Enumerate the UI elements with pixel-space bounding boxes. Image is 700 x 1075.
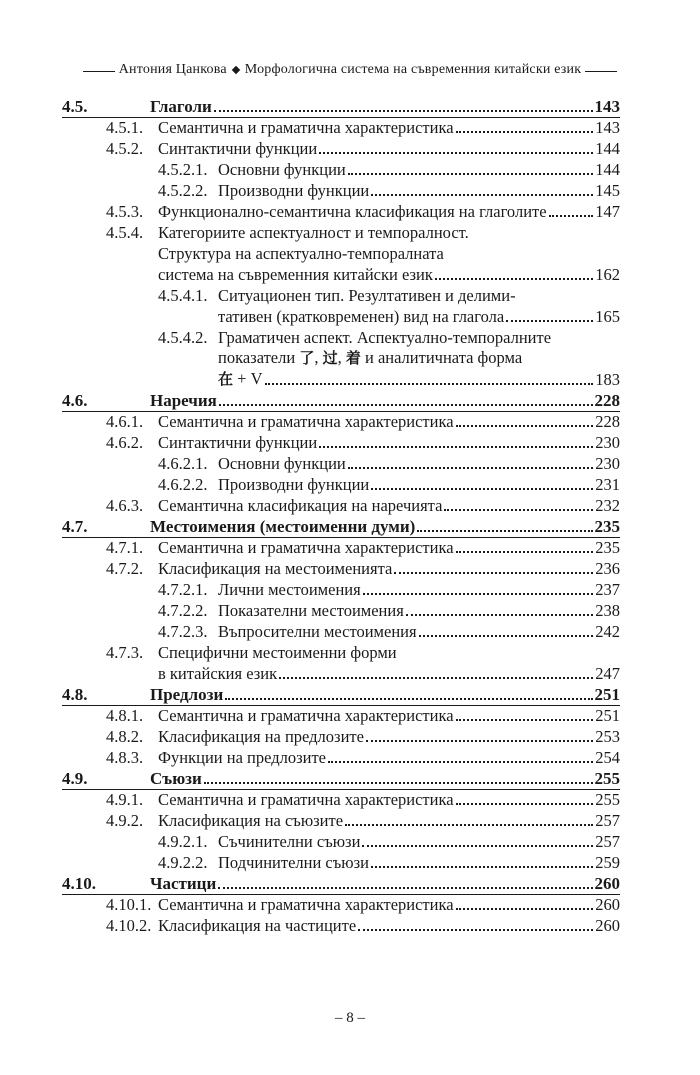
dot-leader xyxy=(363,593,594,595)
toc-title: Класификация на предлозите xyxy=(158,727,364,746)
dot-leader xyxy=(435,278,593,280)
toc-title-line-1: Ситуационен тип. Резултативен и делими- xyxy=(218,286,516,305)
toc-entry-4-7-2-2[interactable] xyxy=(62,600,620,621)
toc-entry-4-8-2[interactable] xyxy=(62,726,620,747)
toc-title: Синтактични функции xyxy=(158,139,318,158)
toc-page: 238 xyxy=(595,601,620,620)
toc-page: 255 xyxy=(594,769,620,788)
toc-number: 4.10.2. xyxy=(106,916,152,935)
toc-page: 231 xyxy=(595,475,620,494)
diamond-icon xyxy=(232,66,240,74)
toc-page: 230 xyxy=(595,454,620,473)
toc-title: Подчинителни съюзи xyxy=(218,853,369,872)
toc-title-line-1: Специфични местоименни форми xyxy=(158,643,397,662)
toc-page: 257 xyxy=(595,811,620,830)
toc-title: Основни функции xyxy=(218,454,346,473)
dot-leader xyxy=(456,719,594,721)
toc-page: 143 xyxy=(594,97,620,116)
toc-entry-4-5-4-1[interactable] xyxy=(62,285,620,306)
toc-number: 4.9.2.2. xyxy=(158,853,208,872)
toc-title-line-2: Структура на аспектуално-темпоралната xyxy=(158,244,444,263)
dot-leader xyxy=(328,761,593,763)
toc-number: 4.10. xyxy=(62,874,96,893)
toc-entry-4-6-3[interactable] xyxy=(62,495,620,516)
dot-leader xyxy=(345,824,593,826)
toc-number: 4.7.3. xyxy=(106,643,144,662)
header-dash-right xyxy=(585,71,617,72)
toc-number: 4.5.2. xyxy=(106,139,144,158)
toc-entry-4-5-2-1[interactable] xyxy=(62,159,620,180)
toc-title: Класификация на местоименията xyxy=(158,559,393,578)
toc-number: 4.5.4. xyxy=(106,223,144,242)
toc-number: 4.7.1. xyxy=(106,538,144,557)
toc-title: Класификация на частиците xyxy=(158,916,357,935)
toc-number: 4.5.3. xyxy=(106,202,144,221)
toc-entry-4-5[interactable] xyxy=(62,96,620,117)
toc-page: 144 xyxy=(595,139,620,158)
toc-entry-4-9-2[interactable] xyxy=(62,810,620,831)
toc-number: 4.7.2.2. xyxy=(158,601,208,620)
toc-entry-4-5-4-2-line-3[interactable] xyxy=(62,369,620,390)
dot-leader xyxy=(371,194,593,196)
toc-entry-4-7-3[interactable] xyxy=(62,642,620,663)
toc-number: 4.10.1. xyxy=(106,895,152,914)
dot-leader xyxy=(279,677,593,679)
toc-page: 237 xyxy=(595,580,620,599)
running-header xyxy=(0,62,700,78)
marker-zai: 在 xyxy=(218,370,234,388)
toc-entry-4-7-3-line-2[interactable] xyxy=(62,663,620,684)
dot-leader xyxy=(265,383,594,385)
toc-entry-4-5-1[interactable] xyxy=(62,117,620,138)
toc-title-prefix: показатели xyxy=(218,348,296,367)
toc-number: 4.6.2.1. xyxy=(158,454,208,473)
toc-page: 235 xyxy=(594,517,620,536)
toc-entry-4-10[interactable] xyxy=(62,873,620,894)
header-author: Антония Цанкова xyxy=(118,62,227,77)
toc-title-line-3: система на съвременния китайски език xyxy=(158,265,433,284)
toc-entry-4-6-2-1[interactable] xyxy=(62,453,620,474)
toc-page: 145 xyxy=(595,181,620,200)
toc-page: 247 xyxy=(595,664,620,683)
toc-entry-4-9[interactable] xyxy=(62,768,620,789)
toc-number: 4.5.1. xyxy=(106,118,144,137)
toc-entry-4-6[interactable] xyxy=(62,390,620,411)
toc-entry-4-8-1[interactable] xyxy=(62,705,620,726)
toc-number: 4.8.1. xyxy=(106,706,144,725)
toc-number: 4.6.2. xyxy=(106,433,144,452)
dot-leader xyxy=(218,887,592,889)
toc-title: Семантична и граматична характеристика xyxy=(158,895,454,914)
toc-page: 144 xyxy=(595,160,620,179)
toc-number: 4.9. xyxy=(62,769,88,788)
toc-number: 4.5.4.1. xyxy=(158,286,208,305)
toc-page: 236 xyxy=(595,559,620,578)
toc-number: 4.9.1. xyxy=(106,790,144,809)
toc-number: 4.6.2.2. xyxy=(158,475,208,494)
toc-title: Основни функции xyxy=(218,160,346,179)
toc-entry-4-5-2[interactable] xyxy=(62,138,620,159)
toc-page: 147 xyxy=(595,202,620,221)
toc-entry-4-7-2-1[interactable] xyxy=(62,579,620,600)
dot-leader xyxy=(394,572,593,574)
toc-title: Съюзи xyxy=(150,769,202,788)
toc-entry-4-6-1[interactable] xyxy=(62,411,620,432)
toc-title: Синтактични функции xyxy=(158,433,318,452)
toc-number: 4.6.3. xyxy=(106,496,144,515)
table-of-contents xyxy=(62,96,620,936)
dot-leader xyxy=(456,908,594,910)
toc-entry-4-7-1[interactable] xyxy=(62,537,620,558)
dot-leader xyxy=(319,446,593,448)
dot-leader xyxy=(348,173,593,175)
toc-number: 4.5. xyxy=(62,97,88,116)
dot-leader xyxy=(204,782,593,784)
toc-entry-4-8[interactable] xyxy=(62,684,620,705)
toc-title: Семантична и граматична характеристика xyxy=(158,790,454,809)
separator: , xyxy=(314,348,319,367)
toc-page: 255 xyxy=(595,790,620,809)
toc-entry-4-5-4[interactable] xyxy=(62,222,620,243)
dot-leader xyxy=(444,509,593,511)
toc-number: 4.7. xyxy=(62,517,88,536)
toc-title-line-1: Граматичен аспект. Аспектуално-темпоралните xyxy=(218,328,552,347)
toc-entry-4-9-1[interactable] xyxy=(62,789,620,810)
toc-entry-4-5-4-line-2 xyxy=(62,243,620,264)
toc-title: Предлози xyxy=(150,685,224,704)
toc-page: 235 xyxy=(595,538,620,557)
toc-title: Глаголи xyxy=(150,97,212,116)
toc-page: 165 xyxy=(595,307,620,326)
toc-page: 257 xyxy=(595,832,620,851)
toc-entry-4-5-4-2-line-2 xyxy=(62,348,620,369)
toc-entry-4-9-2-2[interactable] xyxy=(62,852,620,873)
toc-page: 253 xyxy=(595,727,620,746)
toc-title: Семантична и граматична характеристика xyxy=(158,538,454,557)
dot-leader xyxy=(406,614,593,616)
toc-page: 183 xyxy=(595,370,620,389)
marker-zhe: 着 xyxy=(345,349,361,367)
toc-entry-4-5-3[interactable] xyxy=(62,201,620,222)
toc-page: 251 xyxy=(594,685,620,704)
dot-leader xyxy=(362,845,593,847)
toc-page: 242 xyxy=(595,622,620,641)
toc-number: 4.8.3. xyxy=(106,748,144,767)
header-book-title: Морфологична система на съвременния китайски език xyxy=(244,62,582,77)
toc-page: 259 xyxy=(595,853,620,872)
toc-number: 4.5.2.2. xyxy=(158,181,208,200)
toc-entry-4-5-2-2[interactable] xyxy=(62,180,620,201)
toc-title: Производни функции xyxy=(218,475,370,494)
header-dash-left xyxy=(83,71,115,72)
dot-leader xyxy=(225,698,592,700)
dot-leader xyxy=(214,110,593,112)
toc-title: Съчинителни съюзи xyxy=(218,832,361,851)
dot-leader xyxy=(456,131,594,133)
toc-title: Семантична класификация на наречията xyxy=(158,496,443,515)
toc-entry-4-5-4-2[interactable] xyxy=(62,327,620,348)
toc-number: 4.9.2. xyxy=(106,811,144,830)
toc-number: 4.9.2.1. xyxy=(158,832,208,851)
toc-page: 162 xyxy=(595,265,620,284)
toc-page: 230 xyxy=(595,433,620,452)
dot-leader xyxy=(219,404,593,406)
toc-number: 4.6. xyxy=(62,391,88,410)
marker-le: 了 xyxy=(299,349,315,367)
toc-number: 4.8. xyxy=(62,685,88,704)
toc-page: 228 xyxy=(594,391,620,410)
toc-title: Местоимения (местоименни думи) xyxy=(150,517,416,536)
dot-leader xyxy=(549,215,594,217)
toc-page: 251 xyxy=(595,706,620,725)
toc-title: Частици xyxy=(150,874,217,893)
dot-leader xyxy=(456,803,594,805)
dot-leader xyxy=(417,530,592,532)
toc-entry-4-6-2[interactable] xyxy=(62,432,620,453)
toc-page: 260 xyxy=(595,916,620,935)
toc-entry-4-10-1[interactable] xyxy=(62,894,620,915)
toc-title-line-2 xyxy=(218,347,522,369)
toc-page: 254 xyxy=(595,748,620,767)
toc-page: 260 xyxy=(595,895,620,914)
toc-page: 143 xyxy=(595,118,620,137)
toc-entry-4-7-2[interactable] xyxy=(62,558,620,579)
toc-title-line-2: в китайския език xyxy=(158,664,278,683)
toc-number: 4.6.1. xyxy=(106,412,144,431)
toc-title: Лични местоимения xyxy=(218,580,361,599)
toc-title: Класификация на съюзите xyxy=(158,811,344,830)
page-number: – 8 – xyxy=(335,1010,365,1026)
toc-title: Въпросителни местоимения xyxy=(218,622,417,641)
dot-leader xyxy=(371,866,593,868)
toc-entry-4-10-2[interactable] xyxy=(62,915,620,936)
toc-title: Семантична и граматична характеристика xyxy=(158,706,454,725)
toc-title: Показателни местоимения xyxy=(218,601,404,620)
toc-entry-4-5-4-1-line-2[interactable] xyxy=(62,306,620,327)
dot-leader xyxy=(456,551,594,553)
dot-leader xyxy=(506,320,593,322)
separator: , xyxy=(337,348,342,367)
toc-number: 4.7.2.1. xyxy=(158,580,208,599)
toc-title: Семантична и граматична характеристика xyxy=(158,412,454,431)
toc-title: Наречия xyxy=(150,391,217,410)
toc-number: 4.8.2. xyxy=(106,727,144,746)
toc-title: Функции на предлозите xyxy=(158,748,326,767)
toc-entry-4-7[interactable] xyxy=(62,516,620,537)
dot-leader xyxy=(419,635,594,637)
toc-title-line-3 xyxy=(218,368,263,390)
toc-number: 4.5.4.2. xyxy=(158,328,208,347)
toc-title-line-2: тативен (кратковременен) вид на глагола xyxy=(218,307,505,326)
toc-page: 228 xyxy=(595,412,620,431)
toc-entry-4-5-4-line-3[interactable] xyxy=(62,264,620,285)
toc-entry-4-8-3[interactable] xyxy=(62,747,620,768)
toc-number: 4.7.2. xyxy=(106,559,144,578)
dot-leader xyxy=(366,740,593,742)
toc-page: 232 xyxy=(595,496,620,515)
dot-leader xyxy=(348,467,593,469)
toc-page: 260 xyxy=(594,874,620,893)
toc-title-suffix: и аналитичната форма xyxy=(364,348,523,367)
toc-title-line-1: Категориите аспектуалност и темпоралност. xyxy=(158,223,469,242)
dot-leader xyxy=(456,425,594,427)
dot-leader xyxy=(371,488,593,490)
toc-title: Функционално-семантична класификация на глаголите xyxy=(158,202,547,221)
marker-guo: 过 xyxy=(322,349,338,367)
dot-leader xyxy=(319,152,593,154)
toc-entry-4-9-2-1[interactable] xyxy=(62,831,620,852)
toc-entry-4-6-2-2[interactable] xyxy=(62,474,620,495)
dot-leader xyxy=(358,929,593,931)
toc-number: 4.7.2.3. xyxy=(158,622,208,641)
toc-title-suffix: + V xyxy=(237,369,263,388)
toc-number: 4.5.2.1. xyxy=(158,160,208,179)
toc-title: Семантична и граматична характеристика xyxy=(158,118,454,137)
toc-title: Производни функции xyxy=(218,181,370,200)
toc-entry-4-7-2-3[interactable] xyxy=(62,621,620,642)
